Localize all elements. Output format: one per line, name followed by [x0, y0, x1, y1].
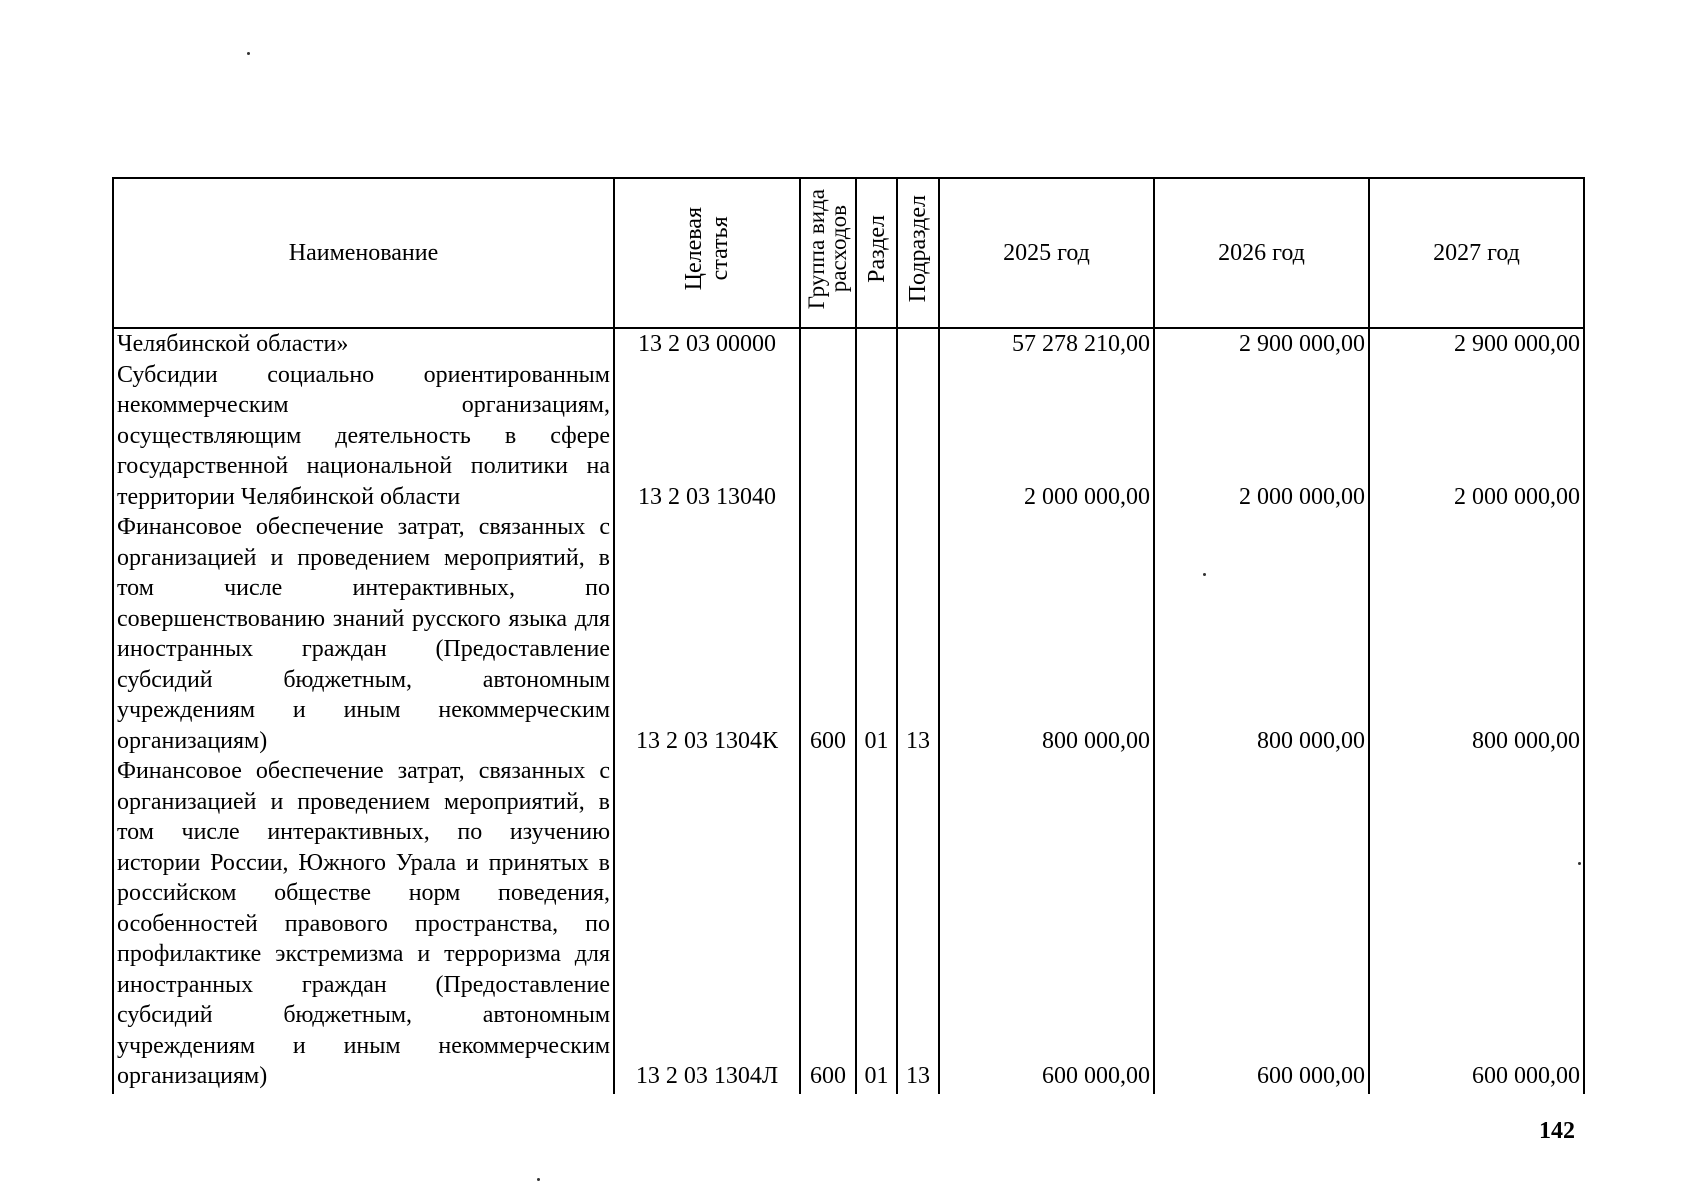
row-amount-2027: 800 000,00 — [1369, 512, 1584, 756]
row-name: Челябинской области» — [113, 328, 614, 360]
row-name: Финансовое обеспечение затрат, связанных с организацией и проведением мероприятий, в том числе интерактивных, по совершенствованию знаний русского языка для иностранных граждан (Предоставление субсидий бюджетным, автономным учреждениям и иным некоммерческим организациям) — [113, 512, 614, 756]
header-expense-group — [800, 178, 856, 328]
scan-speck — [537, 1178, 540, 1181]
budget-table — [112, 177, 1585, 1094]
row-section: 01 — [856, 512, 897, 756]
row-amount-2026: 600 000,00 — [1154, 756, 1369, 1094]
row-amount-2025: 2 000 000,00 — [939, 360, 1154, 513]
table-row — [113, 328, 1584, 360]
row-amount-2026: 2 900 000,00 — [1154, 328, 1369, 360]
header-year-2025: 2025 год — [939, 178, 1154, 328]
row-expense-group — [800, 360, 856, 513]
row-name: Финансовое обеспечение затрат, связанных с организацией и проведением мероприятий, в том числе интерактивных, по изучению истории России, Южного Урала и принятых в российском обществе норм поведения, особенностей правового пространства, по профилактике экстремизма и терроризма для иностранных граждан (Предоставление субсидий бюджетным, автономным учреждениям и иным некоммерческим организациям) — [113, 756, 614, 1094]
header-target-article-label: Целевая статья — [681, 207, 733, 291]
header-section: Раздел — [856, 178, 897, 328]
row-amount-2027: 2 000 000,00 — [1369, 360, 1584, 513]
scan-speck — [247, 52, 250, 55]
row-amount-2026: 800 000,00 — [1154, 512, 1369, 756]
row-expense-group — [800, 328, 856, 360]
row-section: 01 — [856, 756, 897, 1094]
row-expense-group: 600 — [800, 756, 856, 1094]
row-expense-group: 600 — [800, 512, 856, 756]
scan-speck — [1578, 862, 1581, 865]
row-subsection: 13 — [897, 512, 939, 756]
row-target-article: 13 2 03 13040 — [614, 360, 800, 513]
header-row — [113, 178, 1584, 328]
row-amount-2025: 57 278 210,00 — [939, 328, 1154, 360]
row-name: Субсидии социально ориентированным некоммерческим организациям, осуществляющим деятельность в сфере государственной национальной политики на территории Челябинской области — [113, 360, 614, 513]
header-name: Наименование — [113, 178, 614, 328]
row-section — [856, 360, 897, 513]
header-year-2026: 2026 год — [1154, 178, 1369, 328]
row-amount-2027: 600 000,00 — [1369, 756, 1584, 1094]
row-amount-2025: 800 000,00 — [939, 512, 1154, 756]
header-target-article — [614, 178, 800, 328]
row-amount-2027: 2 900 000,00 — [1369, 328, 1584, 360]
row-amount-2025: 600 000,00 — [939, 756, 1154, 1094]
page-number: 142 — [1539, 1118, 1575, 1144]
row-target-article: 13 2 03 1304Л — [614, 756, 800, 1094]
table-row — [113, 756, 1584, 1094]
row-amount-2026: 2 000 000,00 — [1154, 360, 1369, 513]
row-subsection: 13 — [897, 756, 939, 1094]
row-target-article: 13 2 03 00000 — [614, 328, 800, 360]
table-row — [113, 512, 1584, 756]
row-target-article: 13 2 03 1304К — [614, 512, 800, 756]
header-subsection: Подраздел — [897, 178, 939, 328]
row-section — [856, 328, 897, 360]
row-subsection — [897, 360, 939, 513]
header-year-2027: 2027 год — [1369, 178, 1584, 328]
header-expense-group-label: Группа вида расходов — [804, 188, 851, 309]
scan-speck — [1203, 573, 1206, 576]
row-subsection — [897, 328, 939, 360]
table-row — [113, 360, 1584, 513]
